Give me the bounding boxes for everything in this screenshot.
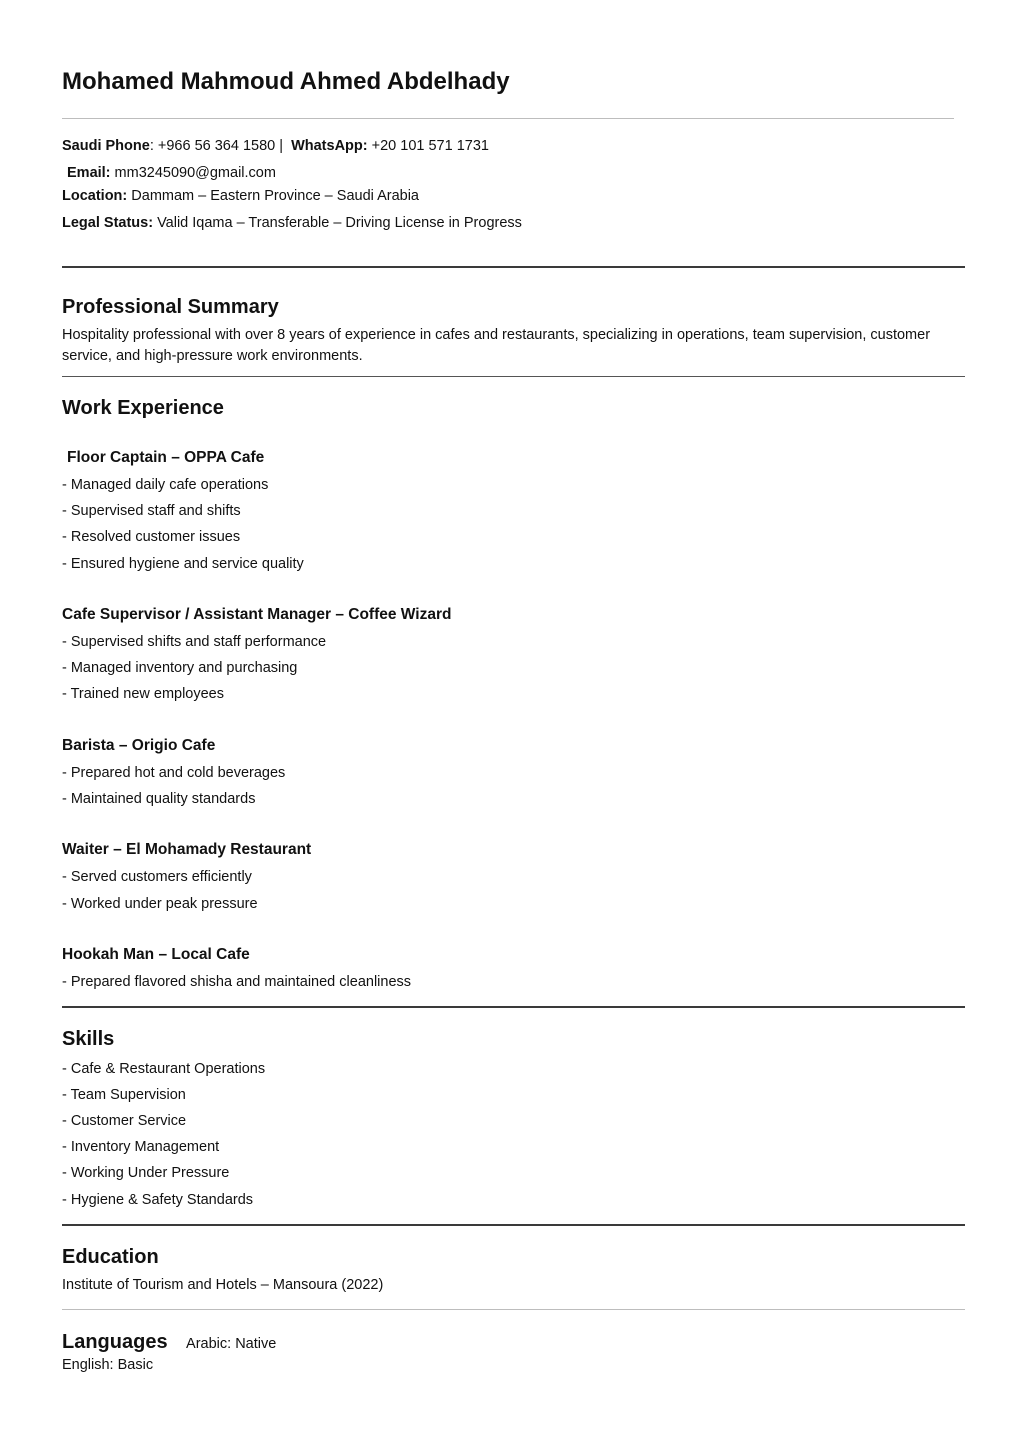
skill-item: - Hygiene & Safety Standards	[62, 1192, 254, 1208]
job-bullet: - Prepared flavored shisha and maintained cleanliness	[62, 974, 412, 990]
email-value: mm3245090@gmail.com	[114, 165, 276, 181]
job-bullet: - Maintained quality standards	[62, 791, 256, 807]
job-title: Barista – Origio Cafe	[62, 737, 216, 754]
education-text: Institute of Tourism and Hotels – Mansoura (2022)	[62, 1277, 384, 1293]
skill-item: - Working Under Pressure	[62, 1165, 230, 1181]
contact-location-line	[62, 188, 419, 204]
location-label: Location:	[62, 188, 128, 204]
divider	[62, 266, 965, 268]
divider	[62, 376, 965, 377]
divider	[62, 1309, 965, 1310]
job-title: Floor Captain – OPPA Cafe	[67, 449, 265, 466]
contact-phone-line	[62, 138, 489, 154]
job-bullet: - Supervised shifts and staff performance	[62, 634, 327, 650]
job-bullet: - Worked under peak pressure	[62, 896, 258, 912]
skill-item: - Inventory Management	[62, 1139, 220, 1155]
email-label: Email:	[67, 165, 111, 181]
languages-heading: Languages	[62, 1331, 168, 1353]
whatsapp-label: WhatsApp:	[291, 138, 368, 154]
job-title: Waiter – El Mohamady Restaurant	[62, 841, 312, 858]
saudi-phone-label: Saudi Phone	[62, 138, 150, 154]
skill-item: - Customer Service	[62, 1113, 187, 1129]
divider	[62, 118, 954, 119]
job-bullet: - Managed inventory and purchasing	[62, 660, 298, 676]
skills-heading: Skills	[62, 1028, 115, 1050]
experience-heading: Work Experience	[62, 397, 224, 419]
legal-status-value: Valid Iqama – Transferable – Driving License in Progress	[157, 215, 522, 231]
divider	[62, 1224, 965, 1226]
job-bullet: - Resolved customer issues	[62, 529, 241, 545]
job-bullet: - Supervised staff and shifts	[62, 503, 241, 519]
job-bullet: - Managed daily cafe operations	[62, 477, 269, 493]
education-heading: Education	[62, 1246, 159, 1268]
legal-status-line	[62, 215, 522, 231]
job-bullet: - Ensured hygiene and service quality	[62, 556, 304, 572]
skill-item: - Team Supervision	[62, 1087, 186, 1103]
language-arabic: Arabic: Native	[186, 1336, 277, 1352]
saudi-phone-value: : +966 56 364 1580 |	[149, 138, 284, 154]
summary-text: Hospitality professional with over 8 years of experience in cafes and restaurants, specializing in operations, team supervision, customer service, and high-pressure work environments.	[62, 327, 931, 364]
location-value: Dammam – Eastern Province – Saudi Arabia	[131, 188, 420, 204]
divider	[62, 1006, 965, 1008]
language-english: English: Basic	[62, 1357, 154, 1373]
job-bullet: - Prepared hot and cold beverages	[62, 765, 286, 781]
contact-email-line	[67, 165, 276, 181]
legal-status-label: Legal Status:	[62, 215, 154, 231]
job-bullet: - Trained new employees	[62, 686, 224, 702]
job-title: Hookah Man – Local Cafe	[62, 946, 250, 963]
summary-heading: Professional Summary	[62, 296, 279, 318]
languages-line	[62, 1331, 276, 1354]
candidate-name: Mohamed Mahmoud Ahmed Abdelhady	[62, 68, 510, 95]
whatsapp-value: +20 101 571 1731	[371, 138, 489, 154]
job-title: Cafe Supervisor / Assistant Manager – Coffee Wizard	[62, 606, 452, 623]
job-bullet: - Served customers efficiently	[62, 869, 252, 885]
skill-item: - Cafe & Restaurant Operations	[62, 1061, 266, 1077]
